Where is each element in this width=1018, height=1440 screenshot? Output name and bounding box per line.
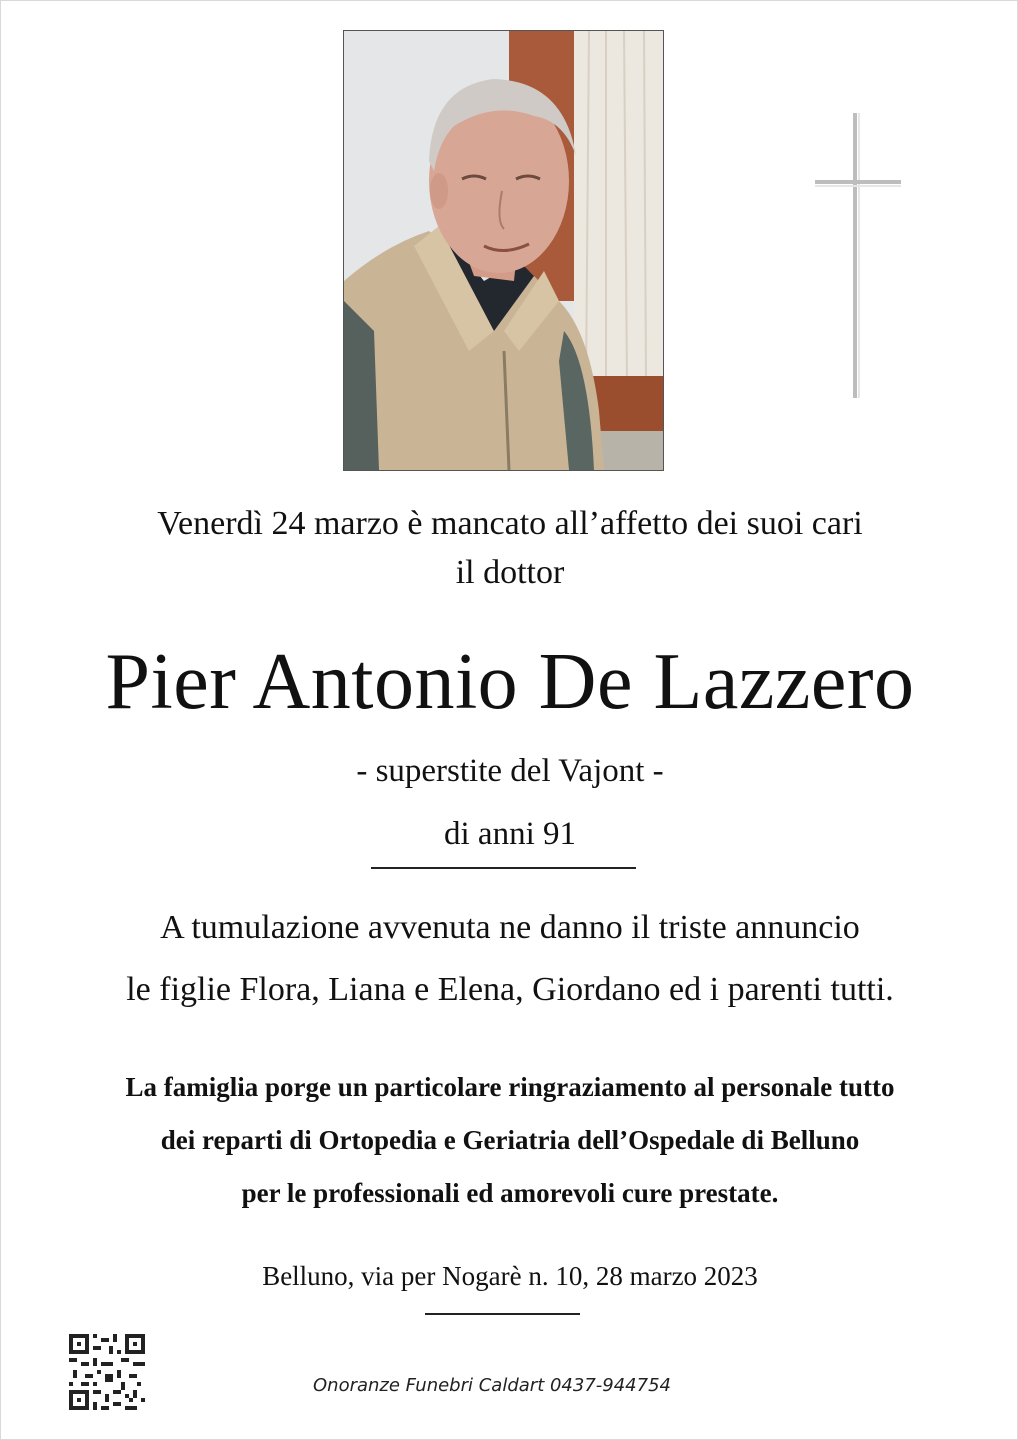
thanks-line-3: per le professionali ed amorevoli cure prestate. xyxy=(241,1178,779,1208)
notice-line-1: A tumulazione avvenuta ne danno il triste annuncio xyxy=(160,909,860,946)
qr-code-icon[interactable] xyxy=(69,1334,145,1410)
deceased-name: Pier Antonio De Lazzero xyxy=(105,638,915,726)
divider xyxy=(371,867,636,869)
notice-line-2: le figlie Flora, Liana e Elena, Giordano ed i parenti tutti. xyxy=(126,971,894,1008)
funeral-home-footer: Onoranze Funebri Caldart 0437-944754 xyxy=(313,1375,671,1396)
subtitle-note: - superstite del Vajont - xyxy=(356,753,664,789)
intro-line: Venerdì 24 marzo è mancato all’affetto dei suoi cari xyxy=(157,505,863,542)
place-date: Belluno, via per Nogarè n. 10, 28 marzo 2023 xyxy=(262,1261,758,1291)
cross-icon xyxy=(813,113,903,398)
portrait-photo xyxy=(343,30,664,471)
thanks-line-1: La famiglia porge un particolare ringraziamento al personale tutto xyxy=(125,1072,895,1102)
title-line: il dottor xyxy=(455,554,565,591)
thanks-line-2: dei reparti di Ortopedia e Geriatria dell’Ospedale di Belluno xyxy=(160,1125,860,1155)
divider xyxy=(425,1313,580,1315)
age-line: di anni 91 xyxy=(444,816,576,852)
